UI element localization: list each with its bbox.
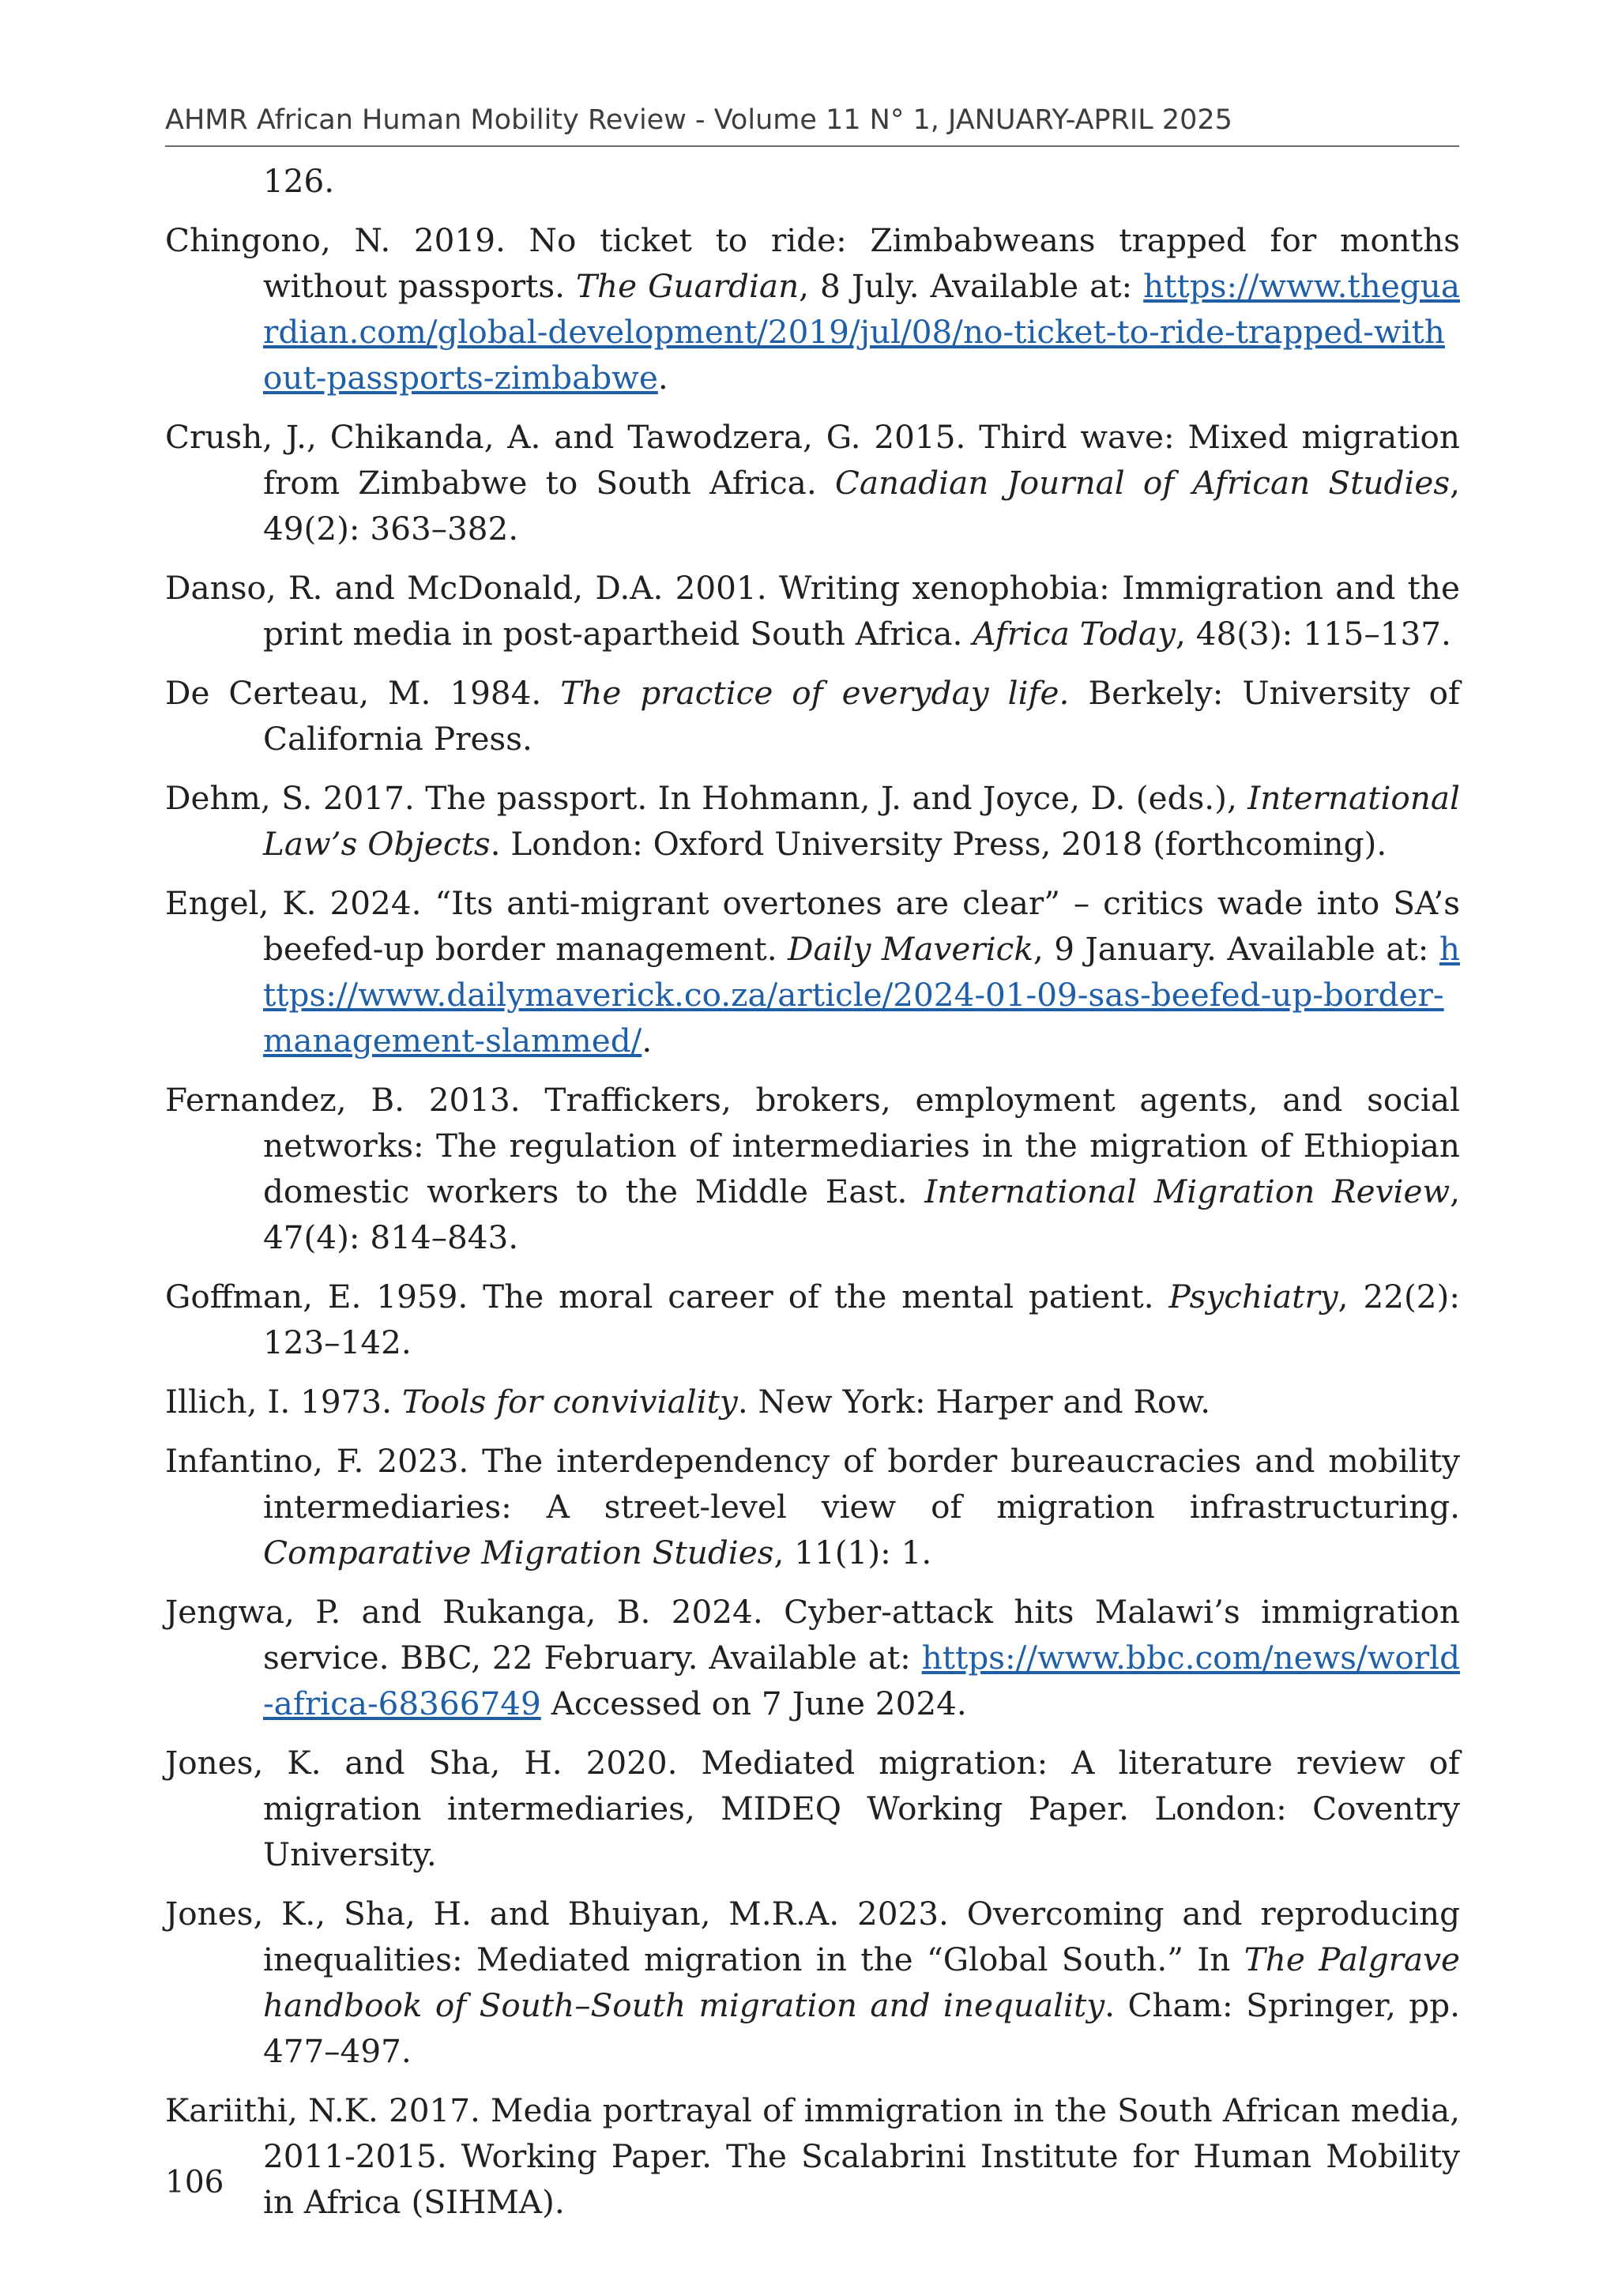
reference-list bbox=[165, 158, 1460, 2238]
reference-continued: 126. bbox=[263, 162, 335, 200]
reference-entry: Illich, I. 1973. Tools for conviviality. New York: Harper and Row. bbox=[165, 1383, 1211, 1421]
reference-link[interactable]: https://www.theguardian.com/global-development/2019/jul/08/no-ticket-to-ride-trapped-without-passports-zimbabwe bbox=[263, 267, 1460, 397]
reference-entry: Jengwa, P. and Rukanga, B. 2024. Cyber-attack hits Malawi’s immigration service. BBC, 22 February. Available at: https://www.bbc.com/news/world-africa-68366749 Accessed on 7 June 2024. bbox=[165, 1593, 1460, 1722]
reference-entry: De Certeau, M. 1984. The practice of everyday life. Berkely: University of California Press. bbox=[165, 674, 1460, 758]
reference-entry: Infantino, F. 2023. The interdependency of border bureaucracies and mobility intermediaries: A street-level view of migration infrastructuring. Comparative Migration Studies, 11(1): 1. bbox=[165, 1442, 1460, 1571]
reference-entry: Goffman, E. 1959. The moral career of the mental patient. Psychiatry, 22(2): 123–142. bbox=[165, 1278, 1460, 1361]
reference-entry: Fernandez, B. 2013. Traffickers, brokers, employment agents, and social networks: The regulation of intermediaries in the migration of Ethiopian domestic workers to the Middle East. International Migration Review, 47(4): 814–843. bbox=[165, 1081, 1460, 1256]
reference-link[interactable]: https://www.dailymaverick.co.za/article/2024-01-09-sas-beefed-up-border-management-slammed/ bbox=[263, 930, 1460, 1060]
running-header bbox=[165, 95, 1459, 147]
journal-title: AHMR African Human Mobility Review - Volume 11 N° 1, JANUARY-APRIL 2025 bbox=[165, 104, 1232, 136]
reference-entry: Crush, J., Chikanda, A. and Tawodzera, G. 2015. Third wave: Mixed migration from Zimbabwe to South Africa. Canadian Journal of African Studies, 49(2): 363–382. bbox=[165, 418, 1460, 548]
reference-entry: Engel, K. 2024. “Its anti-migrant overtones are clear” – critics wade into SA’s beefed-up border management. Daily Maverick, 9 January. Available at: https://www.dailymaverick.co.za/article/2024-01-09-sas-beefed-up-border-management-slammed/. bbox=[165, 884, 1460, 1060]
reference-entry: Chingono, N. 2019. No ticket to ride: Zimbabweans trapped for months without passports. The Guardian, 8 July. Available at: https://www.theguardian.com/global-development/2019/jul/08/no-ticket-to-ride-trapped-without-passports-zimbabwe. bbox=[165, 221, 1460, 397]
reference-link[interactable]: https://www.bbc.com/news/world-africa-68366749 bbox=[263, 1639, 1460, 1722]
reference-entry: Dehm, S. 2017. The passport. In Hohmann, J. and Joyce, D. (eds.), International Law’s Objects. London: Oxford University Press, 2018 (forthcoming). bbox=[165, 779, 1460, 863]
reference-entry: Jones, K. and Sha, H. 2020. Mediated migration: A literature review of migration intermediaries, MIDEQ Working Paper. London: Coventry University. bbox=[165, 1744, 1460, 1873]
page-number: 106 bbox=[165, 2165, 224, 2200]
reference-entry: Jones, K., Sha, H. and Bhuiyan, M.R.A. 2023. Overcoming and reproducing inequalities: Mediated migration in the “Global South.” In The Palgrave handbook of South–South migration and inequality. Cham: Springer, pp. 477–497. bbox=[165, 1895, 1460, 2070]
reference-entry: Kariithi, N.K. 2017. Media portrayal of immigration in the South African media, 2011-2015. Working Paper. The Scalabrini Institute for Human Mobility in Africa (SIHMA). bbox=[165, 2091, 1460, 2221]
reference-entry: Danso, R. and McDonald, D.A. 2001. Writing xenophobia: Immigration and the print media in post-apartheid South Africa. Africa Today, 48(3): 115–137. bbox=[165, 569, 1460, 653]
